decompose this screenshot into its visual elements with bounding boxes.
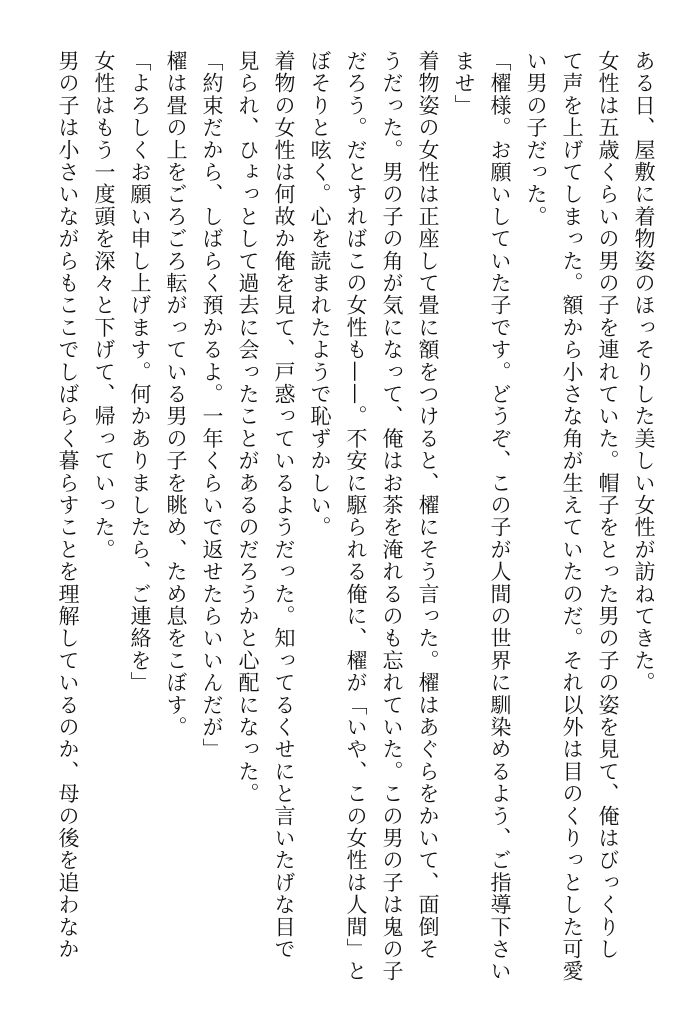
text-line: だろう。だとすればこの女性も——。不安に駆られる俺に、櫂が「いや、この女性は人間」と	[344, 50, 368, 983]
text-line: うだった。男の子の角が気になって、俺はお茶を淹れるのも忘れていた。この男の子は鬼の子	[380, 50, 404, 983]
text-line: ませ」	[452, 50, 476, 117]
text-line: い男の子だった。	[524, 50, 548, 228]
text-line: 「よろしくお願い申し上げます。何かありましたら、ご連絡を」	[128, 50, 152, 694]
text-line: ある日、屋敷に着物姿のほっそりした美しい女性が訪ねてきた。	[632, 50, 656, 694]
text-line: 着物姿の女性は正座して畳に額をつけると、櫂にそう言った。櫂はあぐらをかいて、面倒そ	[416, 50, 440, 961]
text-line: 女性はもう一度頭を深々と下げて、帰っていった。	[92, 50, 116, 561]
text-line: 「約束だから、しばらく預かるよ。一年くらいで返せたらいいんだが」	[200, 50, 224, 761]
text-line: 櫂は畳の上をごろごろ転がっている男の子を眺め、ため息をこぼす。	[164, 50, 188, 739]
text-line: 女性は五歳くらいの男の子を連れていた。帽子をとった男の子の姿を見て、俺はびっくりし	[596, 50, 620, 961]
text-line: 見られ、ひょっとして過去に会ったことがあるのだろうかと心配になった。	[236, 50, 260, 805]
vertical-text-body	[50, 50, 662, 983]
text-line: 男の子は小さいながらもここでしばらく暮らすことを理解しているのか、母の後を追わなか	[56, 50, 80, 961]
text-line: て声を上げてしまった。額から小さな角が生えていたのだ。それ以外は目のくりっとした可愛	[560, 50, 584, 983]
text-line: 着物の女性は何故か俺を見て、戸惑っているようだった。知ってるくせにと言いたげな目で	[272, 50, 296, 961]
text-line: 「櫂様。お願いしていた子です。どうぞ、この子が人間の世界に馴染めるよう、ご指導下さい	[488, 50, 512, 983]
text-line: ぼそりと呟く。心を読まれたようで恥ずかしい。	[308, 50, 332, 539]
